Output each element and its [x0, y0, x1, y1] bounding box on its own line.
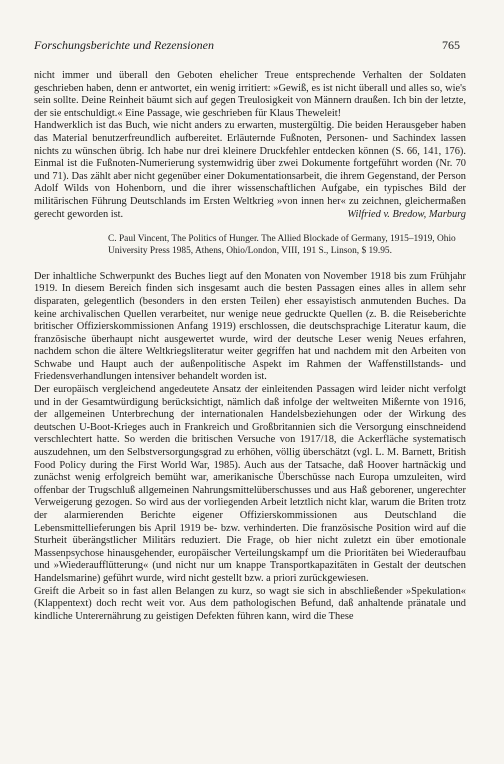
paragraph: Der inhaltliche Schwerpunkt des Buches liegt auf den Monaten von November 1918 bis zum Frühjahr 1919. In diesem Bereich finden sich insgesamt auch die besten Passagen eines alles in allem sehr disparaten, gelegentlich (besonders in den ersten Teilen) eher essayistisch anmutenden Buches. Da keine archivalischen Quellen verarbeitet, nur wenige neue gedruckte Quellen (z. B. die Reiseberichte britischer Offizierskommissionen Anfang 1919) erschlossen, die deutschsprachige Literatur kaum, die französische überhaupt nicht ausgewertet wurde, wird der deutsche Leser wenig Neues erfahren, nachdem schon die ältere Weltkriegsliteratur weiter gegriffen hat und nachdem mit den Arbeiten von Schwabe und Haupt auch der außenpolitische Aspekt im Rahmen der Waffenstillstands- und Friedensverhandlungen intensiver behandelt worden ist. [34, 270, 466, 383]
paragraph: Der europäisch vergleichend angedeutete Ansatz der einleitenden Passagen wird leider nicht verfolgt und in der Gesamtwürdigung berücksichtigt, nämlich daß infolge der weltweiten Mißernte von 1916, der allgemeinen Unterbrechung der internationalen Handelsbeziehungen oder der Wirkung des deutschen U-Boot-Krieges auch in Frankreich und Großbritannien sich die Versorgung einschneidend verschlechtert hatte. So werden die britischen Versuche von 1917/18, die Ackerfläche systematisch auszudehnen, um den Selbstversorgungsgrad zu erhöhen, völlig überschätzt (vgl. L. M. Barnett, British Food Policy during the First World War, 1985). Auch aus der Tatsache, daß Hoover hartnäckig und zunächst wenig erfolgreich bemüht war, amerikanische Überschüsse nach Europa umzuleiten, wird offenbar der Trugschluß allgemeinen Nahrungsmittelüberschusses und aus Haß geborener, ungerechter Verweigerung gezogen. So wird aus der vorliegenden Arbeit letztlich nicht klar, warum die Briten trotz der alarmierenden Berichte eigener Offizierskommissionen aus Deutschland die Lebensmittellieferungen bis April 1919 be- bzw. verhinderten. Die französische Position wird auf die Sturheit überängstlicher Militärs reduziert. Die Frage, ob hier nicht zuletzt ein über emotionale Massenpsychose hinausgehender, europäischer Verteilungskampf um die Prioritäten bei Wiederaufbau und »Wiederaufflütterung« (und nicht nur um knappe Transportkapazitäten in Gestalt der deutschen Handelsmarine) geführt wurde, wird nicht gestellt bzw. a priori zurückgewiesen. [34, 384, 466, 584]
review-signature: Wilfried v. Bredow, Marburg [347, 208, 466, 220]
paragraph: Handwerklich ist das Buch, wie nicht anders zu erwarten, mustergültig. Die beiden Herausgeber haben das Material benutzerfreundlich aufbereitet. Erläuternde Fußnoten, Personen- und Sachindex lassen nichts zu wünschen übrig. Ich habe nur drei kleinere Druckfehler entdecken können (S. 66, 141, 176). Einmal ist die Fußnoten-Numerierung systemwidrig über zwei Dokumente fortgeführt worden (Nr. 70 und 71). Das zählt aber nicht gegenüber einer Dokumentationsarbeit, die ihrem Gegenstand, der Person Adolf Wilds von Hohenborn, und die ihrer wissenschaftlichen Aufgabe, ein typisches Bild der militärischen Führung Deutschlands im Ersten Weltkrieg »von innen her« zu zeichnen, gleichermaßen gerecht geworden ist. [34, 120, 466, 220]
page-number: 765 [442, 38, 460, 52]
paragraph: nicht immer und überall den Geboten ehelicher Treue entsprechende Verhalten der Soldaten geschrieben haben, denn er antwortet, ein wenig irritiert: »Gewiß, es ist nicht überall und alles so, wie's sein sollte. Deine Reinheit bäumt sich auf gegen Treulosigkeit von Männern draußen. Ich bin der letzte, der sie entschuldigt.« Eine Passage, wie geschrieben für Klaus Theweleit! [34, 70, 466, 119]
paragraph: Greift die Arbeit so in fast allen Belangen zu kurz, so wagt sie sich in abschließender »Spekulation« (Klappentext) doch recht weit vor. Aus dem pathologischen Befund, daß anhaltende pränatale und kindliche Unterernährung zu geistigen Defekten führen kann, wird die These [34, 585, 466, 622]
running-header [34, 38, 460, 56]
journal-section-title: Forschungsberichte und Rezensionen [34, 38, 214, 52]
body-text [34, 70, 466, 623]
book-citation: C. Paul Vincent, The Politics of Hunger. The Allied Blockade of Germany, 1915–1919, Ohio University Press 1985, Athens, Ohio/London, VIII, 191 S., Linson, $ 19.95. [108, 234, 456, 256]
